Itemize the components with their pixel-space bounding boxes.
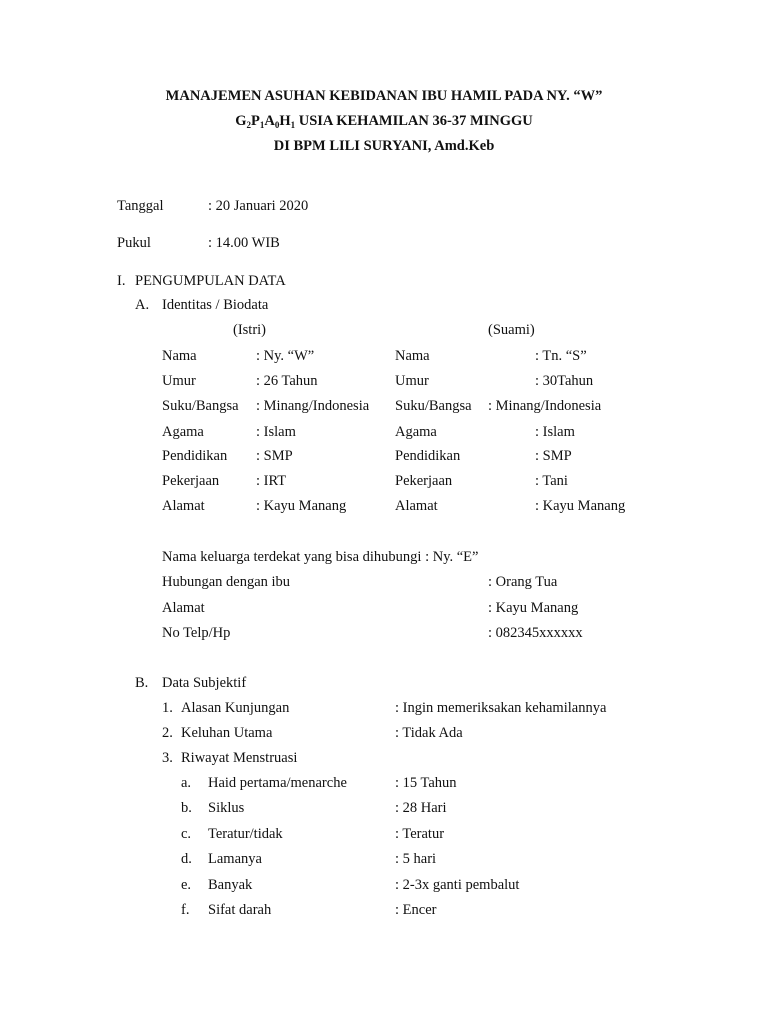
suami-value: : Minang/Indonesia (488, 398, 602, 414)
tanggal-value: : 20 Januari 2020 (208, 198, 309, 214)
doc-title-line1: MANAJEMEN ASUHAN KEBIDANAN IBU HAMIL PADA NY. “W” (165, 88, 603, 104)
subsection-title: Data Subjektif (162, 675, 247, 691)
subitem-letter: c. (181, 826, 192, 842)
section-number: I. (117, 273, 126, 289)
pukul-label: Pukul (117, 235, 151, 251)
suami-value: : SMP (535, 448, 572, 464)
istri-value: : Islam (256, 424, 296, 440)
obstetric-formula: $G_2P_1A_0H_1$ (235, 113, 296, 130)
subsection-letter: A. (135, 297, 150, 313)
subitem-label: Haid pertama/menarche (208, 775, 347, 791)
doc-title-line2: $G_2P_1A_0H_1$ USIA KEHAMILAN 36-37 MINGGU (235, 113, 533, 130)
subitem-value: : Encer (395, 902, 437, 918)
suami-label: Alamat (395, 498, 438, 514)
doc-title-line3: DI BPM LILI SURYANI, Amd.Keb (273, 138, 495, 154)
istri-label: Agama (162, 424, 204, 440)
subitem-letter: a. (181, 775, 192, 791)
istri-value: : Kayu Manang (256, 498, 347, 514)
keluarga-value: : 082345xxxxxx (488, 625, 583, 641)
subitem-label: Banyak (208, 877, 253, 893)
item-value: : Tidak Ada (395, 725, 463, 741)
subitem-letter: e. (181, 877, 192, 893)
suami-value: : Islam (535, 424, 575, 440)
keluarga-terdekat-line: Nama keluarga terdekat yang bisa dihubungi : Ny. “E” (162, 549, 479, 565)
suami-label: Umur (395, 373, 429, 389)
keluarga-value: : Orang Tua (488, 574, 558, 590)
subitem-letter: f. (181, 902, 190, 918)
tanggal-label: Tanggal (117, 198, 164, 214)
istri-value: : 26 Tahun (256, 373, 318, 389)
keluarga-label: Alamat (162, 600, 205, 616)
suami-label: Nama (395, 348, 430, 364)
item-number: 2. (162, 725, 173, 741)
istri-label: Umur (162, 373, 196, 389)
subitem-letter: d. (181, 851, 192, 867)
istri-label: Pekerjaan (162, 473, 220, 489)
subitem-letter: b. (181, 800, 192, 816)
suami-value: : 30Tahun (535, 373, 594, 389)
keluarga-label: No Telp/Hp (162, 625, 231, 641)
subitem-label: Sifat darah (208, 902, 272, 918)
istri-label: Suku/Bangsa (162, 398, 239, 414)
item-value: : Ingin memeriksakan kehamilannya (395, 700, 607, 716)
suami-value: : Kayu Manang (535, 498, 626, 514)
subitem-label: Teratur/tidak (208, 826, 283, 842)
subitem-value: : 28 Hari (395, 800, 447, 816)
item-number: 1. (162, 700, 173, 716)
subsection-title: Identitas / Biodata (162, 297, 269, 313)
suami-value: : Tani (535, 473, 568, 489)
subitem-label: Lamanya (208, 851, 262, 867)
istri-label: Pendidikan (162, 448, 228, 464)
subitem-value: : 5 hari (395, 851, 437, 867)
subsection-letter: B. (135, 675, 149, 691)
subitem-value: : 2-3x ganti pembalut (395, 877, 520, 893)
suami-label: Agama (395, 424, 437, 440)
istri-value: : IRT (256, 473, 287, 489)
istri-value: : Ny. “W” (256, 348, 315, 364)
istri-column-header: (Istri) (233, 322, 267, 338)
item-label: Keluhan Utama (181, 725, 273, 741)
suami-label: Pendidikan (395, 448, 461, 464)
suami-label: Suku/Bangsa (395, 398, 472, 414)
suami-label: Pekerjaan (395, 473, 453, 489)
istri-value: : Minang/Indonesia (256, 398, 370, 414)
item-label: Alasan Kunjungan (181, 700, 290, 716)
subitem-value: : 15 Tahun (395, 775, 457, 791)
pukul-value: : 14.00 WIB (208, 235, 280, 251)
subitem-label: Siklus (208, 800, 245, 816)
keluarga-label: Hubungan dengan ibu (162, 574, 291, 590)
istri-label: Nama (162, 348, 197, 364)
subitem-value: : Teratur (395, 826, 445, 842)
item-number: 3. (162, 750, 173, 766)
keluarga-value: : Kayu Manang (488, 600, 579, 616)
suami-value: : Tn. “S” (535, 348, 587, 364)
section-title: PENGUMPULAN DATA (135, 273, 286, 289)
suami-column-header: (Suami) (488, 322, 535, 338)
istri-value: : SMP (256, 448, 293, 464)
istri-label: Alamat (162, 498, 205, 514)
item-label: Riwayat Menstruasi (181, 750, 298, 766)
